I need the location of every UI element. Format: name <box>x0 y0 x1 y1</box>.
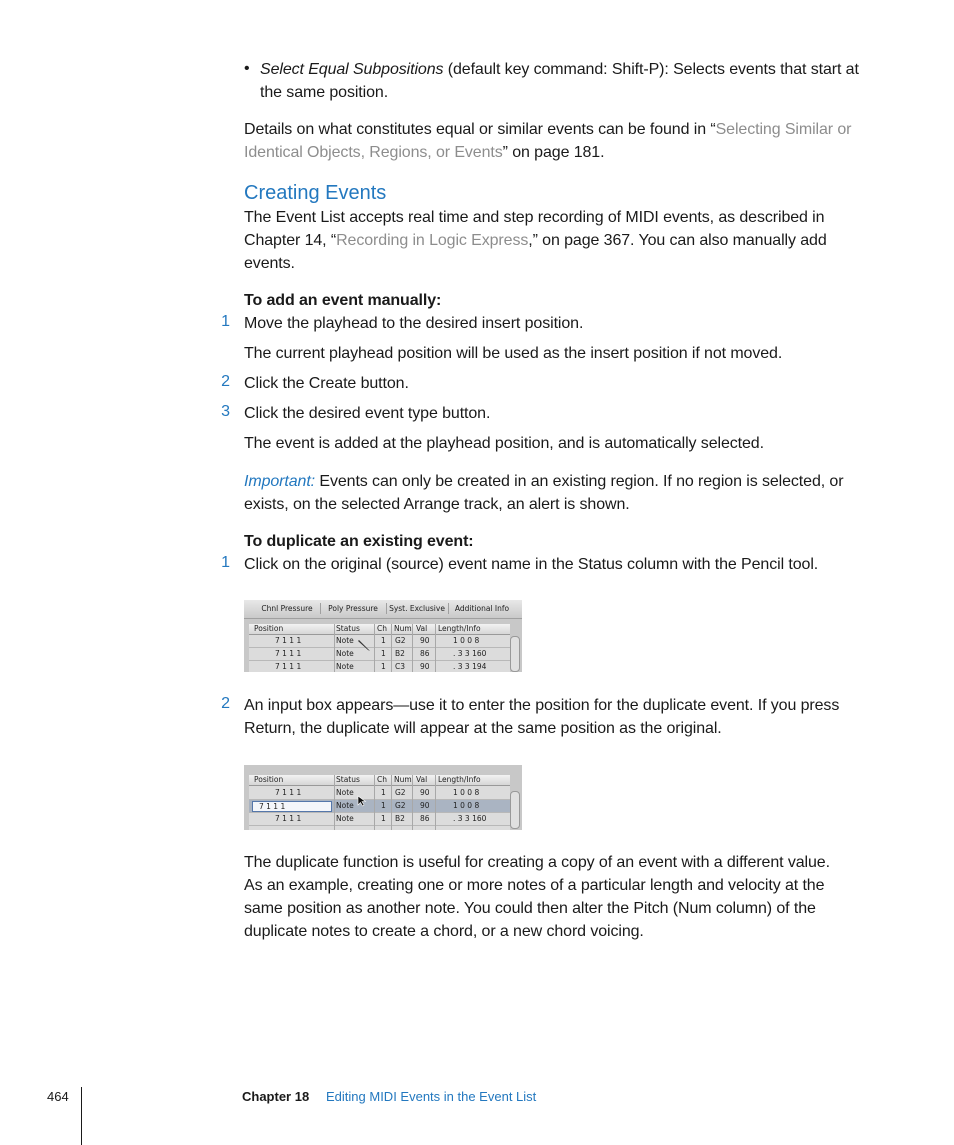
table-row[interactable] <box>249 813 510 826</box>
bullet-item <box>260 58 900 104</box>
cell-val: 90 <box>420 788 430 797</box>
cell-length: . 3 3 160 <box>453 649 487 658</box>
cell-status[interactable]: Note <box>336 649 354 658</box>
column-divider <box>391 624 392 672</box>
event-table <box>249 775 510 830</box>
cell-position: 7 1 1 1 <box>275 662 302 671</box>
closing-line2: As an example, creating one or more notes of a particular length and velocity at the <box>244 877 825 894</box>
cell-ch: 1 <box>381 801 386 810</box>
closing-line3: same position as another note. You could then alter the Pitch (Num column) of the <box>244 900 816 917</box>
intro-line2-pre: Chapter 14, “ <box>244 232 337 249</box>
cell-val: 90 <box>420 662 430 671</box>
footer-chapter-title[interactable]: Editing MIDI Events in the Event List <box>326 1089 537 1104</box>
cell-position: 7 1 1 1 <box>275 649 302 658</box>
position-input-value[interactable]: 7 1 1 1 <box>259 802 286 811</box>
step-number: 1 <box>221 554 230 571</box>
cell-val: 86 <box>420 649 430 658</box>
arrow-cursor-icon <box>357 795 367 807</box>
header-val: Val <box>416 624 428 633</box>
bullet-text-line2: the same position. <box>260 84 389 101</box>
step-number: 2 <box>221 695 230 712</box>
cell-position: 7 1 1 1 <box>275 814 302 823</box>
table-row[interactable] <box>249 661 510 672</box>
cell-length: . 3 3 194 <box>453 662 487 671</box>
header-status: Status <box>336 624 360 633</box>
cell-val: 90 <box>420 801 430 810</box>
chnl-pressure-button[interactable]: Chnl Pressure <box>261 604 313 613</box>
cell-num: B2 <box>395 649 405 658</box>
cell-ch: 1 <box>381 814 386 823</box>
table-row[interactable] <box>249 635 510 648</box>
cell-status[interactable]: Note <box>336 801 354 810</box>
cell-num: G2 <box>395 801 406 810</box>
cell-ch: 1 <box>381 788 386 797</box>
header-ch: Ch <box>377 775 387 784</box>
add-event-heading: To add an event manually: <box>244 292 442 309</box>
closing-line1: The duplicate function is useful for creating a copy of an event with a different value. <box>244 854 830 871</box>
step-note: The current playhead position will be used as the insert position if not moved. <box>244 345 783 362</box>
cell-num: B2 <box>395 814 405 823</box>
details-link-cont[interactable]: Identical Objects, Regions, or Events <box>244 144 503 161</box>
important-label: Important: <box>244 473 316 490</box>
column-divider <box>391 775 392 830</box>
closing-paragraph <box>244 851 904 943</box>
cell-ch: 1 <box>381 636 386 645</box>
additional-info-button[interactable]: Additional Info <box>448 603 515 614</box>
syst-exclusive-button[interactable]: Syst. Exclusive <box>386 603 447 614</box>
cell-num: C3 <box>395 662 406 671</box>
page-number: 464 <box>47 1089 69 1104</box>
event-list-screenshot-2 <box>244 765 522 830</box>
table-header <box>249 775 510 786</box>
table-row[interactable] <box>249 787 510 800</box>
section-title: Creating Events <box>244 182 387 204</box>
step-text: Click on the original (source) event name in the Status column with the Pencil tool. <box>244 556 819 573</box>
header-position: Position <box>254 624 284 633</box>
event-table <box>249 624 510 672</box>
step-text: Click the desired event type button. <box>244 405 491 422</box>
header-ch: Ch <box>377 624 387 633</box>
cell-status[interactable]: Note <box>336 662 354 671</box>
header-position: Position <box>254 775 284 784</box>
step-number: 3 <box>221 403 230 420</box>
column-divider <box>334 775 335 830</box>
important-line1: Events can only be created in an existing region. If no region is selected, or <box>315 473 844 490</box>
intro-line3: events. <box>244 255 295 272</box>
bullet-term: Select Equal Subpositions <box>260 61 444 78</box>
details-text: Details on what constitutes equal or similar events can be found in “ <box>244 121 716 138</box>
details-paragraph <box>244 118 904 164</box>
details-text-end: ” on page 181. <box>502 144 605 161</box>
bullet-marker: • <box>244 60 250 77</box>
cell-ch: 1 <box>381 662 386 671</box>
header-length: Length/Info <box>438 775 481 784</box>
step2-line1: An input box appears—use it to enter the position for the duplicate event. If you press <box>244 697 840 714</box>
header-length: Length/Info <box>438 624 481 633</box>
cell-num: G2 <box>395 788 406 797</box>
cell-status[interactable]: Note <box>336 788 354 797</box>
cell-length: 1 0 0 8 <box>453 788 480 797</box>
pencil-tool-icon <box>357 638 371 652</box>
event-list-screenshot-1 <box>244 600 522 672</box>
cell-val: 90 <box>420 636 430 645</box>
poly-pressure-button[interactable]: Poly Pressure <box>320 603 385 614</box>
step2-line2: Return, the duplicate will appear at the same position as the original. <box>244 720 722 737</box>
event-type-button-bar <box>244 600 522 619</box>
cell-position: 7 1 1 1 <box>275 788 302 797</box>
cell-num: G2 <box>395 636 406 645</box>
cell-status[interactable]: Note <box>336 814 354 823</box>
column-divider <box>435 775 436 830</box>
step-text: Click the Create button. <box>244 375 409 392</box>
header-val: Val <box>416 775 428 784</box>
cell-position: 7 1 1 1 <box>275 636 302 645</box>
position-input-box[interactable] <box>252 801 332 812</box>
section-intro <box>244 206 904 275</box>
footer-divider <box>81 1087 82 1145</box>
header-num: Num <box>394 624 412 633</box>
cell-length: 1 0 0 8 <box>453 801 480 810</box>
intro-line1: The Event List accepts real time and step recording of MIDI events, as described in <box>244 209 825 226</box>
table-row-selected[interactable] <box>249 800 510 813</box>
footer-chapter: Chapter 18 <box>242 1089 310 1104</box>
important-note <box>244 470 904 516</box>
scrollbar[interactable] <box>510 791 520 829</box>
cell-length: . 3 3 160 <box>453 814 487 823</box>
cell-status[interactable]: Note <box>336 636 354 645</box>
cell-length: 1 0 0 8 <box>453 636 480 645</box>
important-line2: exists, on the selected Arrange track, an alert is shown. <box>244 496 630 513</box>
cell-val: 86 <box>420 814 430 823</box>
step-text <box>244 694 904 740</box>
scrollbar[interactable] <box>510 636 520 672</box>
column-divider <box>374 775 375 830</box>
header-status: Status <box>336 775 360 784</box>
column-divider <box>334 624 335 672</box>
bullet-text-line1: (default key command: Shift-P): Selects events that start at <box>443 61 859 78</box>
table-header <box>249 624 510 635</box>
step-number: 1 <box>221 313 230 330</box>
table-row[interactable] <box>249 648 510 661</box>
closing-line4: duplicate notes to create a chord, or a new chord voicing. <box>244 923 644 940</box>
header-num: Num <box>394 775 412 784</box>
recording-link[interactable]: Recording in Logic Express <box>336 232 529 249</box>
step-text: Move the playhead to the desired insert position. <box>244 315 584 332</box>
duplicate-heading: To duplicate an existing event: <box>244 533 474 550</box>
step-number: 2 <box>221 373 230 390</box>
column-divider <box>412 624 413 672</box>
cell-ch: 1 <box>381 649 386 658</box>
step-note: The event is added at the playhead position, and is automatically selected. <box>244 435 764 452</box>
details-link[interactable]: Selecting Similar or <box>715 121 852 138</box>
intro-line2-post: ,” on page 367. You can also manually add <box>528 232 827 249</box>
column-divider <box>412 775 413 830</box>
column-divider <box>435 624 436 672</box>
column-divider <box>374 624 375 672</box>
